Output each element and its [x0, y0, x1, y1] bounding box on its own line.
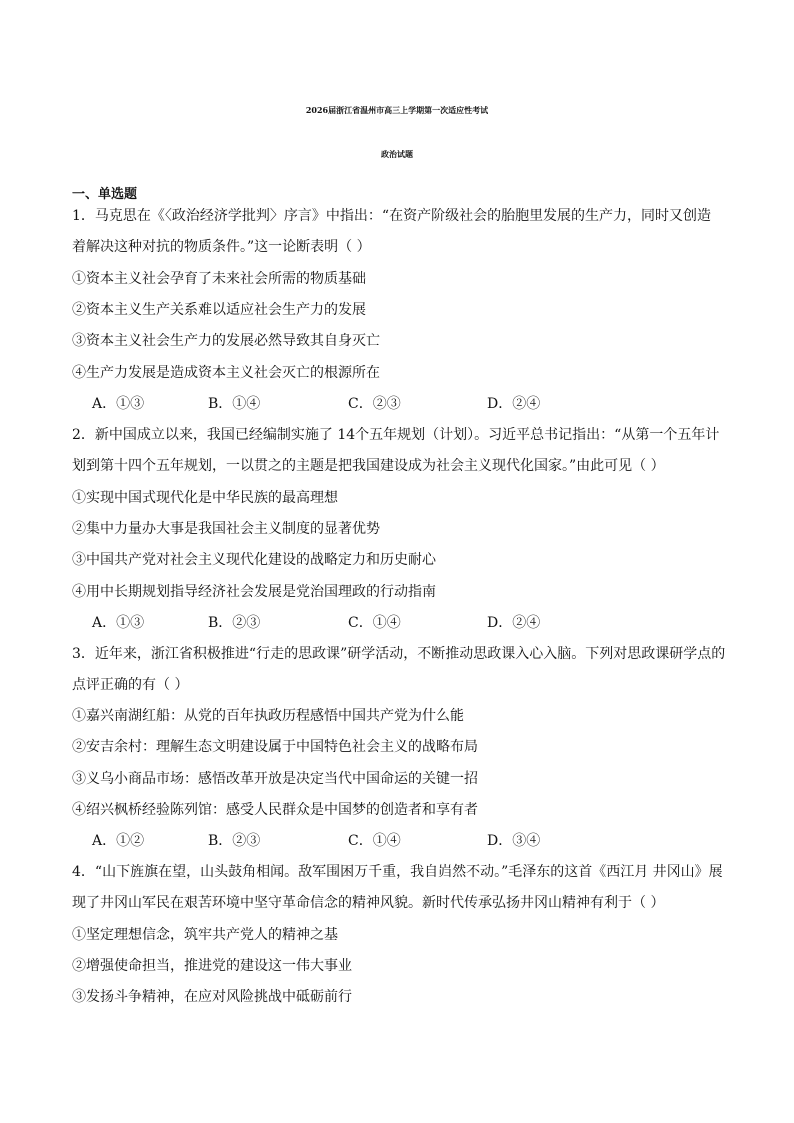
q3-statement-1: ①嘉兴南湖红船：从党的百年执政历程感悟中国共产党为什么能 — [72, 708, 464, 724]
q3-stem-line-2: 点评正确的有（ ） — [72, 677, 189, 693]
q4-stem-line-2: 现了井冈山军民在艰苦环境中坚守革命信念的精神风貌。新时代传承弘扬井冈山精神有利于（ ） — [72, 895, 665, 911]
q2-statement-4: ④用中长期规划指导经济社会发展是党治国理政的行动指南 — [72, 584, 436, 600]
q2-option-b: B．②③ — [208, 615, 261, 631]
q2-statement-2: ②集中力量办大事是我国社会主义制度的显著优势 — [72, 521, 380, 537]
q1-option-b: B．①④ — [208, 396, 261, 412]
q1-statement-1: ①资本主义社会孕育了未来社会所需的物质基础 — [72, 271, 366, 287]
q2-option-d: D．②④ — [487, 615, 541, 631]
q2-statement-1: ①实现中国式现代化是中华民族的最高理想 — [72, 490, 338, 506]
q4-statement-3: ③发扬斗争精神，在应对风险挑战中砥砺前行 — [72, 989, 352, 1005]
q3-option-d: D．③④ — [487, 833, 541, 849]
exam-title: 2026届浙江省温州市高三上学期第一次适应性考试 — [305, 105, 489, 115]
exam-subtitle: 政治试题 — [381, 149, 413, 159]
q3-stem-line-1: 3．近年来，浙江省积极推进“行走的思政课”研学活动，不断推动思政课入心入脑。下列对思政课研学点的 — [72, 646, 726, 662]
q2-statement-3: ③中国共产党对社会主义现代化建设的战略定力和历史耐心 — [72, 552, 436, 568]
q1-option-d: D．②④ — [487, 396, 541, 412]
q2-option-c: C．①④ — [348, 615, 401, 631]
q2-option-a: A．①③ — [92, 615, 145, 631]
q1-stem-line-2: 着解决这种对抗的物质条件。”这一论断表明（ ） — [72, 239, 371, 255]
q3-statement-4: ④绍兴枫桥经验陈列馆：感受人民群众是中国梦的创造者和享有者 — [72, 802, 478, 818]
q2-stem-line-1: 2．新中国成立以来，我国已经编制实施了 14个五年规划（计划）。习近平总书记指出：“从第一个五年计 — [72, 427, 720, 443]
q4-statement-2: ②增强使命担当，推进党的建设这一伟大事业 — [72, 958, 352, 974]
q3-option-c: C．①④ — [348, 833, 401, 849]
q1-statement-2: ②资本主义生产关系难以适应社会生产力的发展 — [72, 302, 366, 318]
q4-statement-1: ①坚定理想信念，筑牢共产党人的精神之基 — [72, 927, 338, 943]
q4-stem-line-1: 4．“山下旌旗在望，山头鼓角相闻。敌军围困万千重，我自岿然不动。”毛泽东的这首《西江月 井冈山》展 — [72, 864, 723, 880]
q1-statement-3: ③资本主义社会生产力的发展必然导致其自身灭亡 — [72, 333, 380, 349]
q1-stem-line-1: 1．马克思在《〈政治经济学批判〉序言》中指出：“在资产阶级社会的胎胞里发展的生产力，同时又创造 — [72, 208, 712, 224]
q1-option-c: C．②③ — [348, 396, 401, 412]
q1-statement-4: ④生产力发展是造成资本主义社会灭亡的根源所在 — [72, 365, 380, 381]
q2-stem-line-2: 划到第十四个五年规划，一以贯之的主题是把我国建设成为社会主义现代化国家。”由此可见（ ） — [72, 458, 665, 474]
q3-option-a: A．①② — [92, 833, 145, 849]
q3-statement-3: ③义乌小商品市场：感悟改革开放是决定当代中国命运的关键一招 — [72, 771, 478, 787]
q3-option-b: B．②③ — [208, 833, 261, 849]
section-heading: 一、单选题 — [72, 187, 138, 202]
q1-option-a: A．①③ — [92, 396, 145, 412]
q3-statement-2: ②安吉余村：理解生态文明建设属于中国特色社会主义的战略布局 — [72, 739, 478, 755]
